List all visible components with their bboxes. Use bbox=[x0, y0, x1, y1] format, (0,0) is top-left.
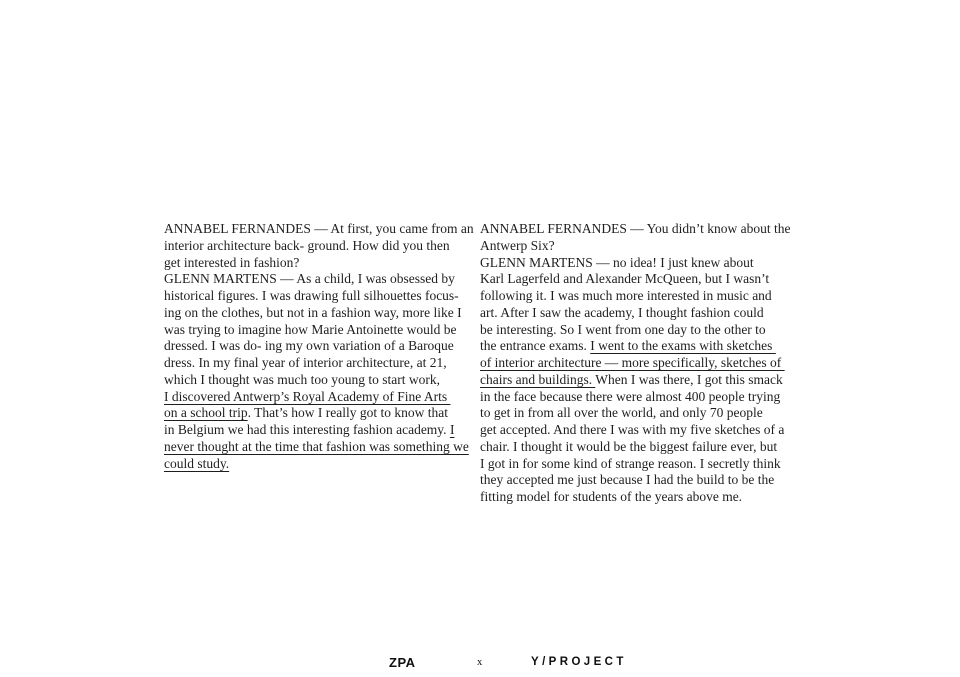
text-line bbox=[480, 456, 798, 473]
text-line bbox=[480, 472, 798, 489]
text-line bbox=[480, 439, 798, 456]
underlined-phrase: I went to the exams with sketches bbox=[590, 338, 776, 354]
text-segment: chair. I thought it would be the biggest failure ever, but bbox=[480, 438, 778, 454]
text-line bbox=[480, 288, 798, 305]
text-line bbox=[480, 422, 798, 439]
collab-x-separator: x bbox=[477, 657, 483, 668]
text-segment: in Belgium we had this interesting fashion academy. bbox=[164, 422, 450, 437]
underlined-phrase: never thought at the time that fashion was something we bbox=[164, 438, 469, 454]
text-segment: following it. I was much more interested in music and bbox=[480, 288, 772, 303]
text-line bbox=[480, 338, 798, 355]
text-segment: get accepted. And there I was with my five sketches of a bbox=[480, 422, 785, 437]
text-segment: Karl Lagerfeld and Alexander McQueen, but I wasn’t bbox=[480, 271, 770, 287]
interview-column-right bbox=[480, 221, 798, 506]
text-line bbox=[164, 405, 482, 422]
text-segment: ANNABEL FERNANDES — At first, you came from an bbox=[164, 221, 474, 236]
text-segment: GLENN MARTENS — As a child, I was obsessed by bbox=[164, 271, 455, 287]
text-line bbox=[480, 372, 798, 389]
text-segment: historical figures. I was drawing full silhouettes focus- bbox=[164, 288, 459, 303]
underlined-phrase: could study. bbox=[164, 455, 230, 471]
text-segment: Antwerp Six? bbox=[480, 237, 555, 253]
text-line bbox=[480, 221, 798, 238]
text-segment: to get in from all over the world, and only 70 people bbox=[480, 405, 763, 421]
text-segment: be interesting. So I went from one day to the other to bbox=[480, 321, 766, 337]
interview-column-left bbox=[164, 221, 482, 472]
text-segment: interior architecture back- ground. How did you then bbox=[164, 237, 450, 253]
underlined-phrase: I bbox=[449, 422, 455, 437]
text-line bbox=[480, 322, 798, 339]
underlined-phrase: of interior architecture — more specifically, sketches of bbox=[480, 355, 785, 370]
text-segment: fitting model for students of the years above me. bbox=[480, 489, 743, 504]
underlined-phrase: chairs and buildings. bbox=[480, 371, 596, 387]
text-line bbox=[164, 338, 482, 355]
text-line bbox=[164, 288, 482, 305]
text-line bbox=[164, 238, 482, 255]
text-segment: get interested in fashion? bbox=[164, 254, 300, 270]
text-line bbox=[480, 405, 798, 422]
text-segment: . That’s how I really got to know that bbox=[247, 405, 448, 421]
underlined-phrase: on a school trip bbox=[164, 405, 248, 421]
text-segment: dressed. I was do- ing my own variation of a Baroque bbox=[164, 338, 454, 354]
text-segment: which I thought was much too young to start work, bbox=[164, 371, 440, 387]
yproject-logo: Y/PROJECT bbox=[531, 656, 627, 668]
zpa-logo: ZPA bbox=[389, 655, 416, 670]
text-segment: in the face because there were almost 400 people trying bbox=[480, 388, 781, 404]
text-segment: GLENN MARTENS — no idea! I just knew about bbox=[480, 254, 754, 270]
text-line bbox=[164, 456, 482, 473]
text-segment: they accepted me just because I had the build to be the bbox=[480, 472, 775, 488]
text-segment: I got in for some kind of strange reason. I secretly think bbox=[480, 455, 781, 471]
text-line bbox=[164, 221, 482, 238]
text-line bbox=[480, 238, 798, 255]
text-line bbox=[164, 355, 482, 372]
text-line bbox=[480, 389, 798, 406]
text-line bbox=[164, 255, 482, 272]
text-segment: was trying to imagine how Marie Antoinette would be bbox=[164, 321, 457, 337]
text-line bbox=[164, 439, 482, 456]
text-segment: dress. In my final year of interior architecture, at 21, bbox=[164, 355, 447, 370]
underlined-phrase: I discovered Antwerp’s Royal Academy of Fine Arts bbox=[164, 388, 451, 404]
text-line bbox=[480, 489, 798, 506]
text-segment: ing on the clothes, but not in a fashion way, more like I bbox=[164, 304, 462, 320]
text-line bbox=[480, 305, 798, 322]
text-line bbox=[164, 305, 482, 322]
text-segment: the entrance exams. bbox=[480, 338, 591, 354]
text-segment: ANNABEL FERNANDES — You didn’t know about the bbox=[480, 221, 791, 236]
text-segment: art. After I saw the academy, I thought fashion could bbox=[480, 304, 764, 320]
text-line bbox=[480, 355, 798, 372]
text-line bbox=[164, 389, 482, 406]
text-line bbox=[480, 255, 798, 272]
text-line bbox=[164, 422, 482, 439]
text-line bbox=[164, 372, 482, 389]
text-segment: When I was there, I got this smack bbox=[595, 371, 783, 387]
text-line bbox=[164, 271, 482, 288]
text-line bbox=[164, 322, 482, 339]
text-line bbox=[480, 271, 798, 288]
